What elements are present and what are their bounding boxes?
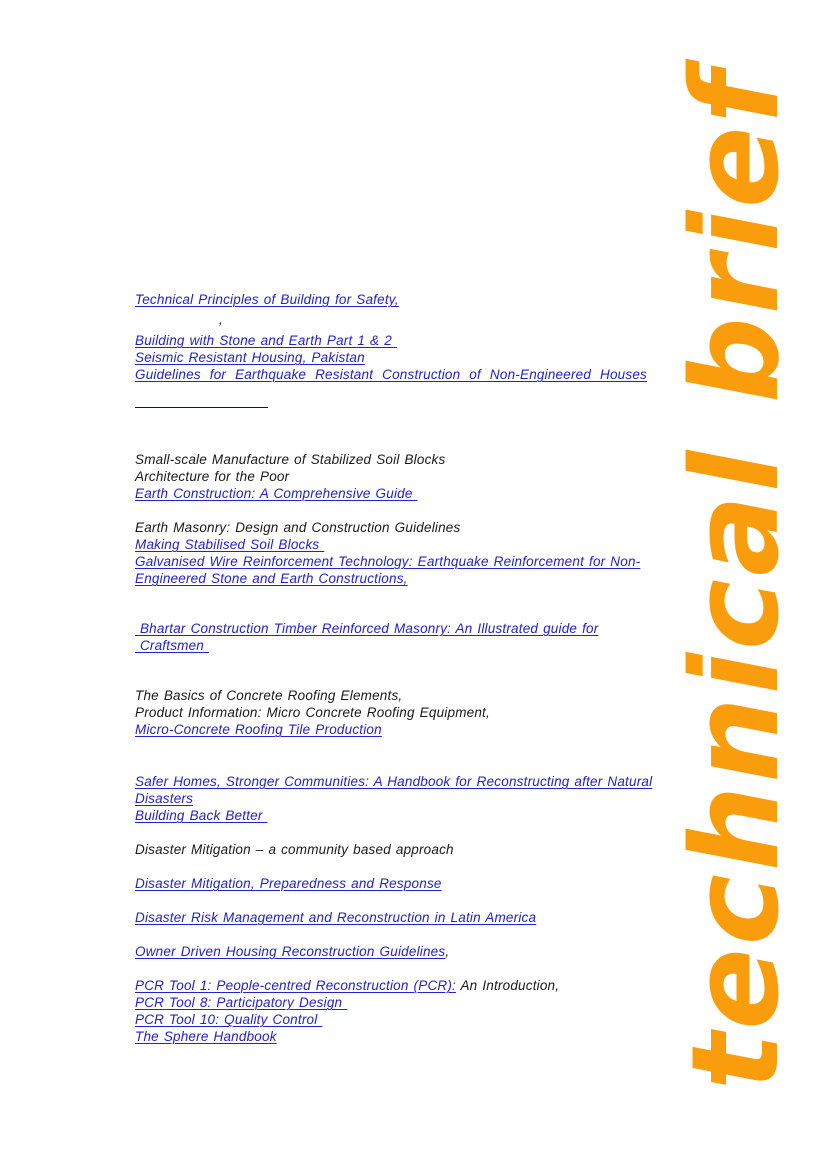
ref-link-building-with-stone-and-earth[interactable]: Building with Stone and Earth Part 1 & 2 (135, 333, 397, 348)
ref-link-micro-concrete-roofing[interactable]: Micro-Concrete Roofing Tile Production (135, 722, 382, 737)
ref-link-building-back-better[interactable]: Building Back Better (135, 808, 268, 823)
ref-link-disaster-risk-management[interactable]: Disaster Risk Management and Reconstruction in Latin America (135, 910, 537, 925)
ref-link-galvanised-wire-line2[interactable]: Engineered Stone and Earth Constructions, (135, 571, 408, 586)
ref-link-bhartar-line1[interactable]: Bhartar Construction Timber Reinforced Masonry: An Illustrated guide for (135, 621, 599, 636)
ref-link-making-stabilised-soil-blocks[interactable]: Making Stabilised Soil Blocks (135, 537, 325, 552)
ref-link-technical-principles[interactable]: Technical Principles of Building for Safety, (135, 292, 399, 307)
ref-line-pcr-tool1 (135, 977, 647, 994)
ref-link-galvanised-wire-line1[interactable]: Galvanised Wire Reinforcement Technology: Earthquake Reinforcement for Non- (135, 554, 641, 569)
ref-link-disaster-mitigation-preparedness[interactable]: Disaster Mitigation, Preparedness and Response (135, 876, 442, 891)
technical-brief-banner: technical brief (667, 68, 806, 1090)
ref-text-architecture-for-the-poor: Architecture for the Poor (135, 469, 290, 484)
ref-text-basics-concrete-roofing: The Basics of Concrete Roofing Elements, (135, 688, 403, 703)
references-list (135, 291, 653, 1045)
ref-link-pcr-tool1[interactable]: PCR Tool 1: People-centred Reconstruction (PCR): (135, 978, 456, 993)
ref-link-owner-driven-housing[interactable]: Owner Driven Housing Reconstruction Guidelines (135, 944, 446, 959)
ref-link-bhartar-line2[interactable]: Craftsmen (135, 638, 209, 653)
ref-owner-driven-suffix: , (445, 944, 450, 959)
ref-link-earth-construction[interactable]: Earth Construction: A Comprehensive Guide (135, 486, 418, 501)
ref-text-earth-masonry: Earth Masonry: Design and Construction Guidelines (135, 520, 461, 535)
ref-link-pcr-tool10[interactable]: PCR Tool 10: Quality Control (135, 1012, 323, 1027)
ref-line-owner-driven-housing (135, 943, 647, 960)
ref-text-small-scale-manufacture: Small-scale Manufacture of Stabilized Soil Blocks (135, 452, 446, 467)
ref-link-guidelines-earthquake-resistant[interactable]: Guidelines for Earthquake Resistant Construction of Non-Engineered Houses (135, 367, 647, 382)
orphan-comma: , (219, 312, 223, 327)
ref-pcr-tool1-suffix: An Introduction, (456, 978, 560, 993)
ref-link-safer-homes-line2[interactable]: Disasters (135, 791, 194, 806)
ref-text-disaster-mitigation-community: Disaster Mitigation – a community based approach (135, 842, 454, 857)
ref-link-pcr-tool8[interactable]: PCR Tool 8: Participatory Design (135, 995, 348, 1010)
ref-link-seismic-resistant-housing[interactable]: Seismic Resistant Housing, Pakistan (135, 350, 365, 365)
ref-link-sphere-handbook[interactable]: The Sphere Handbook (135, 1029, 277, 1044)
ref-link-safer-homes-line1[interactable]: Safer Homes, Stronger Communities: A Handbook for Reconstructing after Natural (135, 774, 653, 789)
ref-text-product-information-mcr: Product Information: Micro Concrete Roofing Equipment, (135, 705, 490, 720)
